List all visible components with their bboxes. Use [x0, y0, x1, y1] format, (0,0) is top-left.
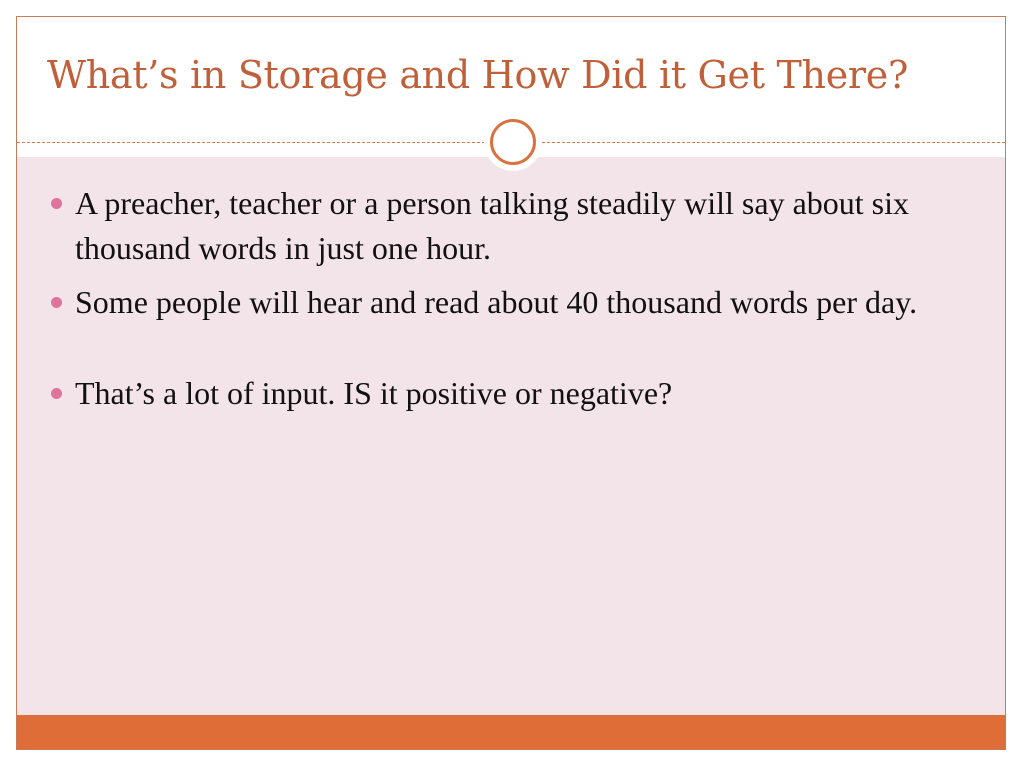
- bullet-text: A preacher, teacher or a person talking steadily will say about six thousand words in just one hour.: [75, 185, 909, 266]
- bullet-text: That’s a lot of input. IS it positive or negative?: [75, 375, 673, 411]
- content-area: [17, 157, 1005, 716]
- bullet-item: [49, 371, 949, 416]
- bullet-text: Some people will hear and read about 40 thousand words per day.: [75, 284, 918, 320]
- footer-bar: [17, 715, 1005, 749]
- bullet-item: [49, 181, 949, 271]
- bullet-dot-icon: [51, 198, 62, 209]
- slide-title: What’s in Storage and How Did it Get There?: [47, 53, 909, 97]
- circle-ornament-icon: [484, 113, 542, 171]
- bullet-item: [49, 280, 949, 325]
- bullet-dot-icon: [51, 388, 62, 399]
- bullet-list: [49, 181, 949, 425]
- slide: [16, 16, 1006, 750]
- bullet-dot-icon: [51, 297, 62, 308]
